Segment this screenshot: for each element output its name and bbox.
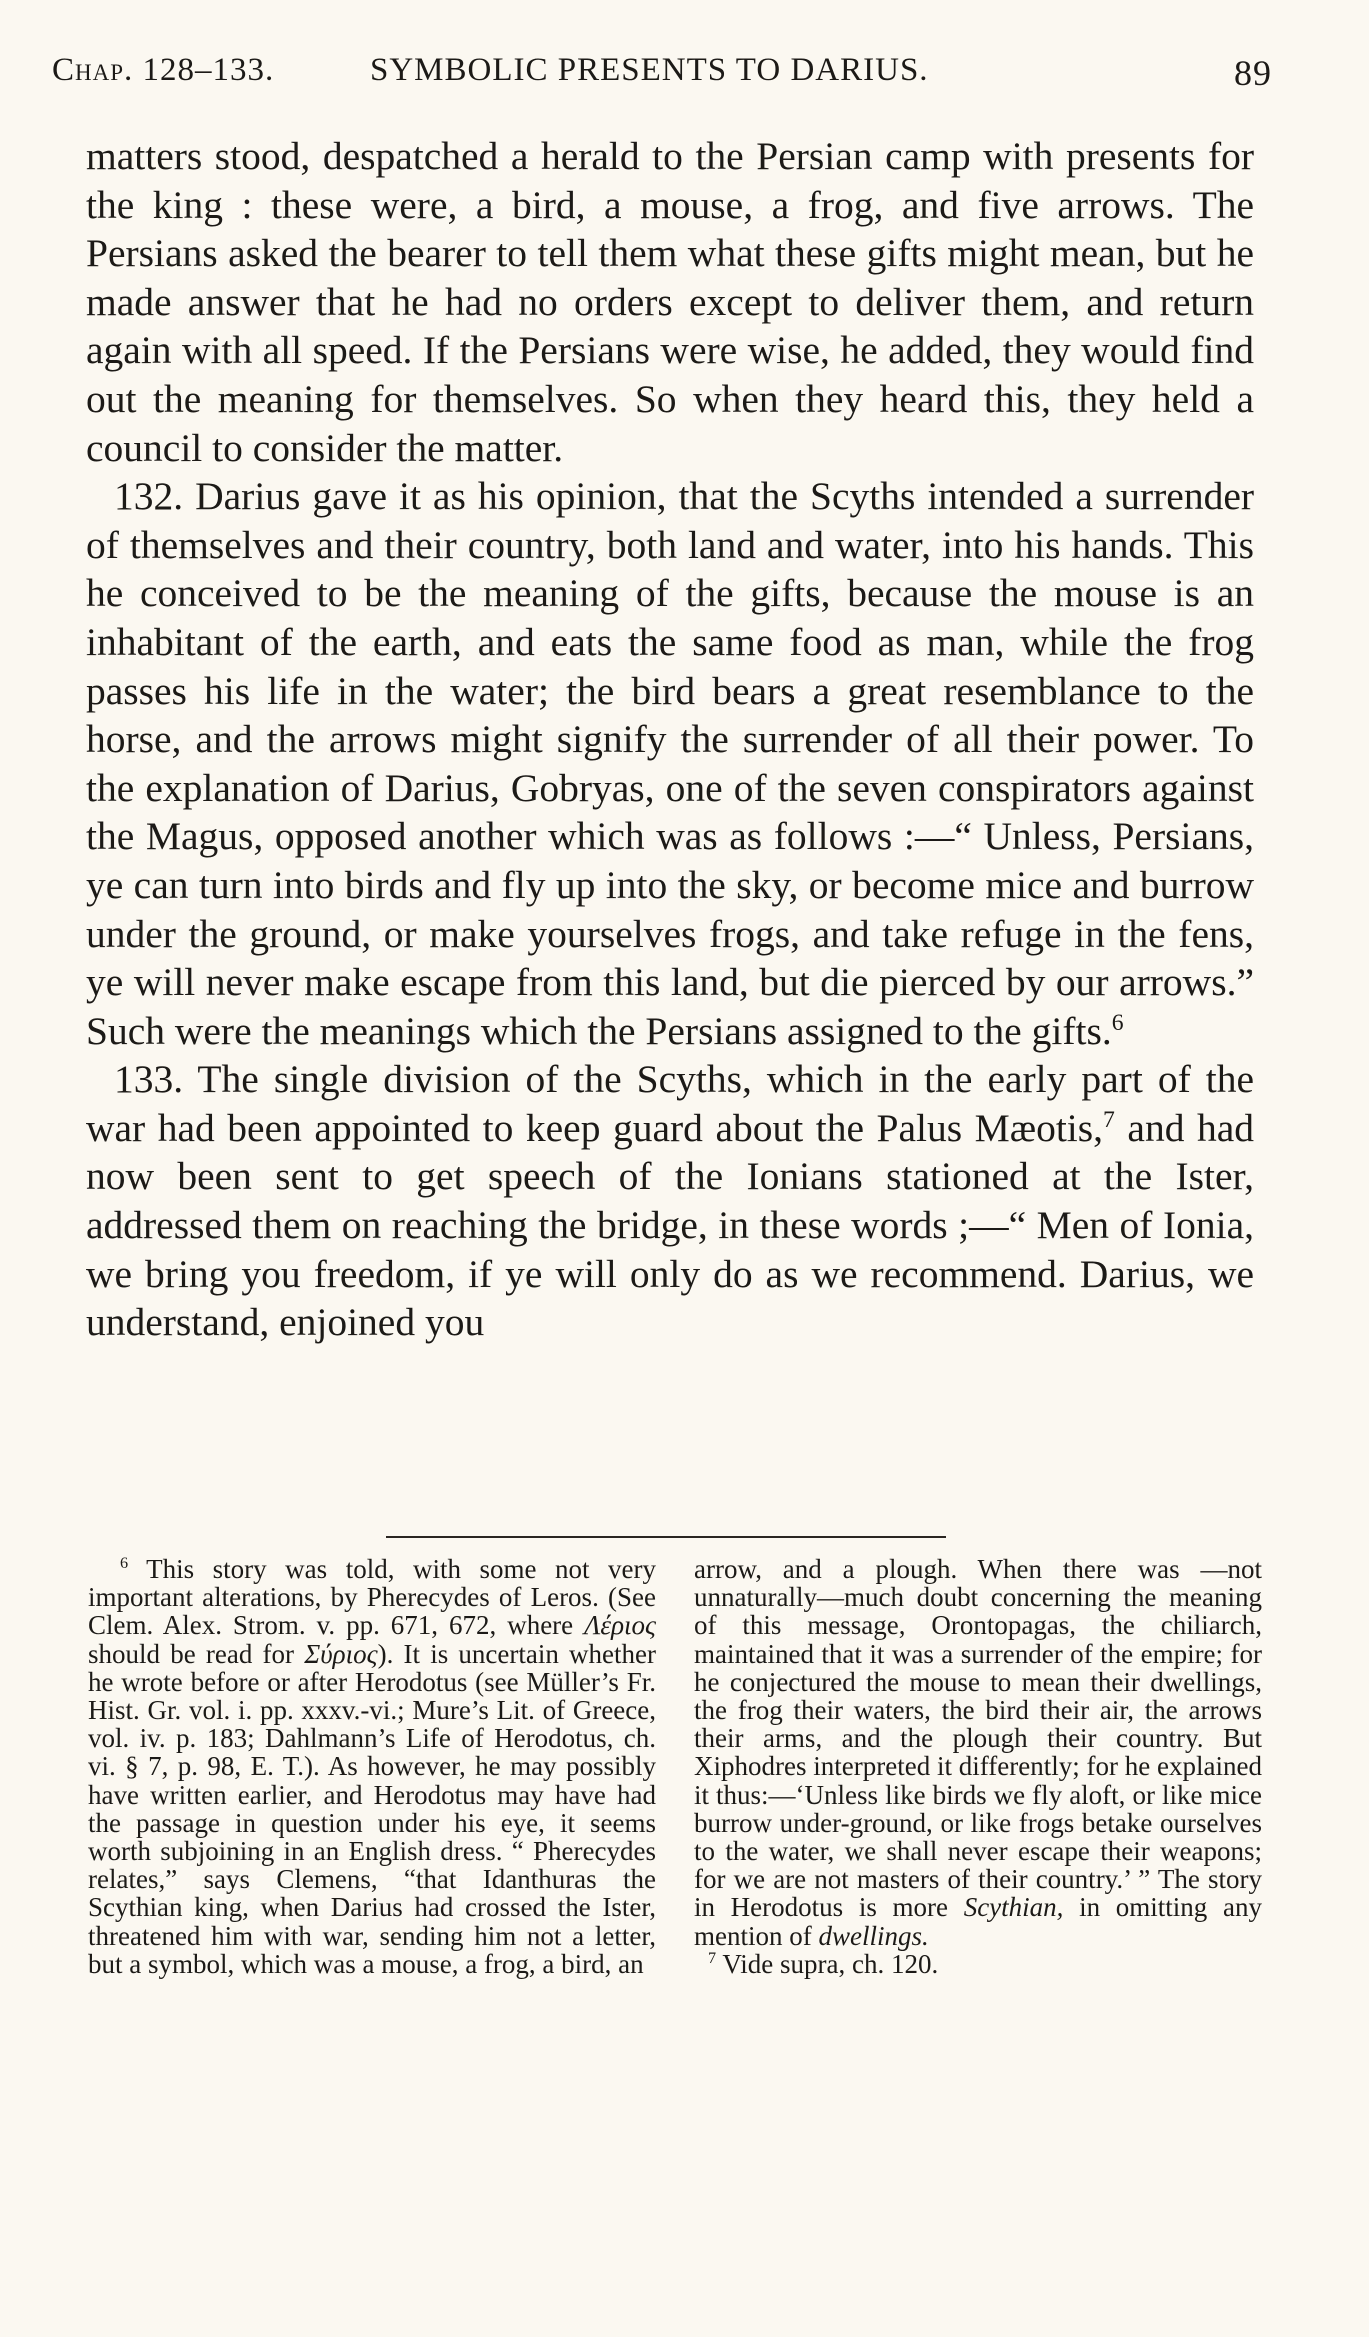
greek-word: Λέριος [584, 1610, 656, 1641]
footnote-column-left [88, 1555, 656, 1978]
footnote-6-continued [694, 1555, 1262, 1950]
paragraph-text: Darius gave it as his opinion, that the Scyths intended a surrender of themselves and their country, both land and water, into his hands. This he conceived to be the meaning of the gifts, because the mouse is an inhabitant of the earth, and eats the same food as man, while the frog passes his life in the water; the bird bears a great resemblance to the horse, and the arrows might signify the surrender of all their power. To the explanation of Darius, Gobryas, one of the seven conspirators against the Magus, opposed another which was as follows :—“ Unless, Persians, ye can turn into birds and fly up into the sky, or become mice and burrow under the ground, or make yourselves frogs, and take refuge in the fens, ye will never make escape from this land, but die pierced by our arrows.” Such were the meanings which the Persians assigned to the gifts. [86, 474, 1255, 1053]
footnote-text: should be read for [88, 1638, 305, 1669]
footnote-text: in omitting any mention of [694, 1892, 1262, 1951]
paragraph-132 [86, 472, 1254, 1055]
footnote-text: arrow, and a plough. When there was —not unnaturally—much doubt concerning the meaning of this message, Orontopagas, the chiliarch, maintained that it was a surrender of the empire; for he conjectured the mouse to mean their dwellings, the frog their waters, the bird their air, the arrows their arms, and the plough their country. But Xiphodres interpreted it differently; for he explained it thus:—‘Unless like birds we fly aloft, or like mice burrow under-ground, or like frogs betake ourselves to the water, we shall never escape their weapons; for we are not masters of their country.’ ” The story in Herodotus is more [694, 1554, 1262, 1923]
running-title: SYMBOLIC PRESENTS TO DARIUS. [370, 52, 929, 88]
greek-word: Σύριος [304, 1638, 378, 1669]
footnote-mark: 6 [120, 1554, 129, 1572]
section-number: 132. [114, 474, 184, 519]
footnote-ref-7[interactable]: 7 [1103, 1106, 1115, 1133]
footnote-7 [694, 1950, 1262, 1978]
paragraph-text: matters stood, despatched a herald to the Persian camp with presents for the king : these were, a bird, a mouse, a frog, and five arrows. The Persians asked the bearer to tell them what these gifts might mean, but he made answer that he had no orders except to deliver them, and return again with all speed. If the Persians were wise, he added, they would find out the meaning for themselves. So when they heard this, they held a council to consider the matter. [86, 134, 1254, 470]
section-number: 133. [114, 1057, 184, 1102]
italic-word: dwellings. [818, 1920, 929, 1951]
paragraph-continued [86, 132, 1254, 472]
paragraph-text: and had now been sent to get speech of the Ionians stationed at the Ister, addressed them on reaching the bridge, in these words ;—“ Men of Ionia, we bring you freedom, if ye will only do as we recommend. Darius, we understand, enjoined you [86, 1105, 1254, 1345]
footnote-ref-6[interactable]: 6 [1111, 1009, 1124, 1036]
italic-word: Scythian, [963, 1892, 1064, 1923]
paragraph-133 [86, 1055, 1254, 1347]
footnote-6 [88, 1555, 656, 1978]
footnote-column-right [694, 1555, 1262, 1978]
paragraph-text: The single division of the Scyths, which in the early part of the war had been appointed to keep guard about the Palus Mæotis, [86, 1057, 1254, 1150]
footnote-mark: 7 [708, 1948, 717, 1967]
chapter-reference: Chap. 128–133. [52, 52, 275, 88]
footnote-text: This story was told, with some not very important alterations, by Pherecydes of Leros. (See Clem. Alex. Strom. v. pp. 671, 672, where [88, 1554, 657, 1641]
main-text [86, 132, 1254, 1347]
footnote-text: ). It is uncertain whether he wrote before or after Herodotus (see Müller’s Fr. Hist. Gr. vol. i. pp. xxxv.-vi.; Mure’s Lit. of Greece, vol. iv. p. 183; Dahlmann’s Life of Herodotus, ch. vi. § 7, p. 98, E. T.). As however, he may possibly have written earlier, and Herodotus may have had the passage in question under his eye, it seems worth subjoining in an English dress. “ Pherecydes relates,” says Clemens, “that Idanthuras the Scythian king, when Darius had crossed the Ister, threatened him with war, sending him not a letter, but a symbol, which was a mouse, a frog, a bird, an [88, 1638, 656, 1979]
page-number: 89 [1234, 53, 1272, 93]
footnote-divider [386, 1536, 946, 1538]
running-head [52, 52, 1272, 102]
footnote-text: Vide supra, ch. 120. [722, 1948, 939, 1979]
